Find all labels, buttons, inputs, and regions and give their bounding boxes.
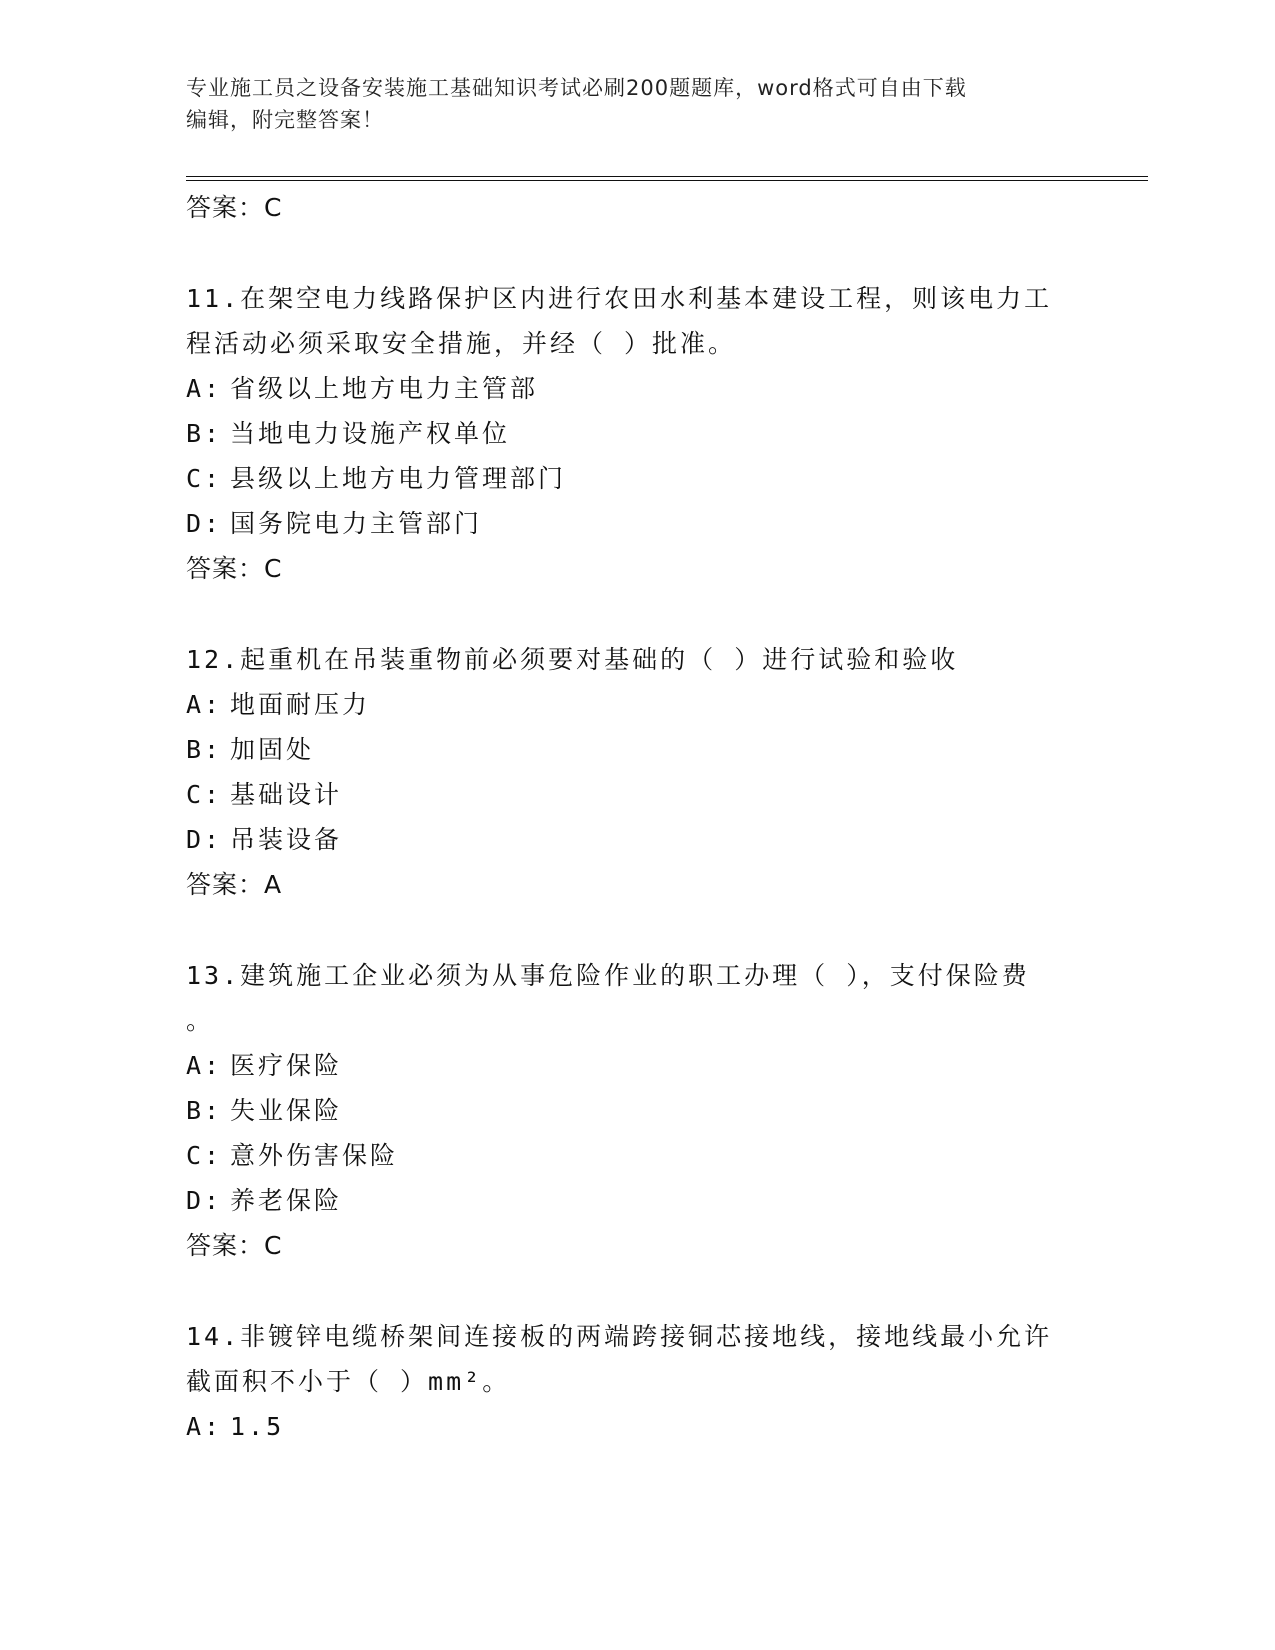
- option-c: C: 基础设计: [186, 780, 343, 809]
- option-c: C: 县级以上地方电力管理部门: [186, 464, 567, 493]
- question-text-line: 。: [186, 1006, 215, 1035]
- answer-value: C: [264, 1231, 283, 1260]
- option-b: B: 失业保险: [186, 1096, 343, 1125]
- answer-line: [186, 185, 1086, 231]
- header-divider-thin: [186, 180, 1148, 181]
- header-divider: [186, 176, 1148, 177]
- option-d: D: 养老保险: [186, 1186, 343, 1215]
- answer-value: A: [264, 870, 283, 899]
- question-text-line: 截面积不小于（ ）mm²。: [186, 1367, 511, 1396]
- question-text-line: 14.非镀锌电缆桥架间连接板的两端跨接铜芯接地线，接地线最小允许: [186, 1322, 1053, 1351]
- question-text-line: 13.建筑施工企业必须为从事危险作业的职工办理（ ），支付保险费: [186, 961, 1030, 990]
- question-14: [186, 1314, 1086, 1449]
- document-header: [186, 72, 1066, 136]
- answer-value: C: [264, 193, 283, 222]
- question-text-line: 12.起重机在吊装重物前必须要对基础的（ ）进行试验和验收: [186, 645, 959, 674]
- answer-line: 答案：C: [186, 1231, 283, 1260]
- option-a: A: 省级以上地方电力主管部: [186, 374, 539, 403]
- option-d: D: 吊装设备: [186, 825, 343, 854]
- answer-line: 答案：C: [186, 554, 283, 583]
- option-b: B: 当地电力设施产权单位: [186, 419, 511, 448]
- header-line-2: 编辑，附完整答案！: [186, 108, 384, 132]
- header-line-1: 专业施工员之设备安装施工基础知识考试必刷200题题库，word格式可自由下载: [186, 76, 967, 100]
- question-text-line: 11.在架空电力线路保护区内进行农田水利基本建设工程，则该电力工: [186, 284, 1053, 313]
- question-text-line: 程活动必须采取安全措施，并经（ ）批准。: [186, 329, 737, 358]
- question-list: [186, 185, 1086, 1449]
- option-a: A: 医疗保险: [186, 1051, 343, 1080]
- answer-value: C: [264, 554, 283, 583]
- option-d: D: 国务院电力主管部门: [186, 509, 483, 538]
- option-a: A: 地面耐压力: [186, 690, 371, 719]
- question-13: [186, 953, 1086, 1269]
- question-11: [186, 276, 1086, 592]
- option-c: C: 意外伤害保险: [186, 1141, 399, 1170]
- option-b: B: 加固处: [186, 735, 315, 764]
- answer-line: 答案：A: [186, 870, 283, 899]
- option-a: A: 1.5: [186, 1412, 285, 1441]
- answer-label: 答案：: [186, 193, 265, 222]
- question-12: [186, 637, 1086, 908]
